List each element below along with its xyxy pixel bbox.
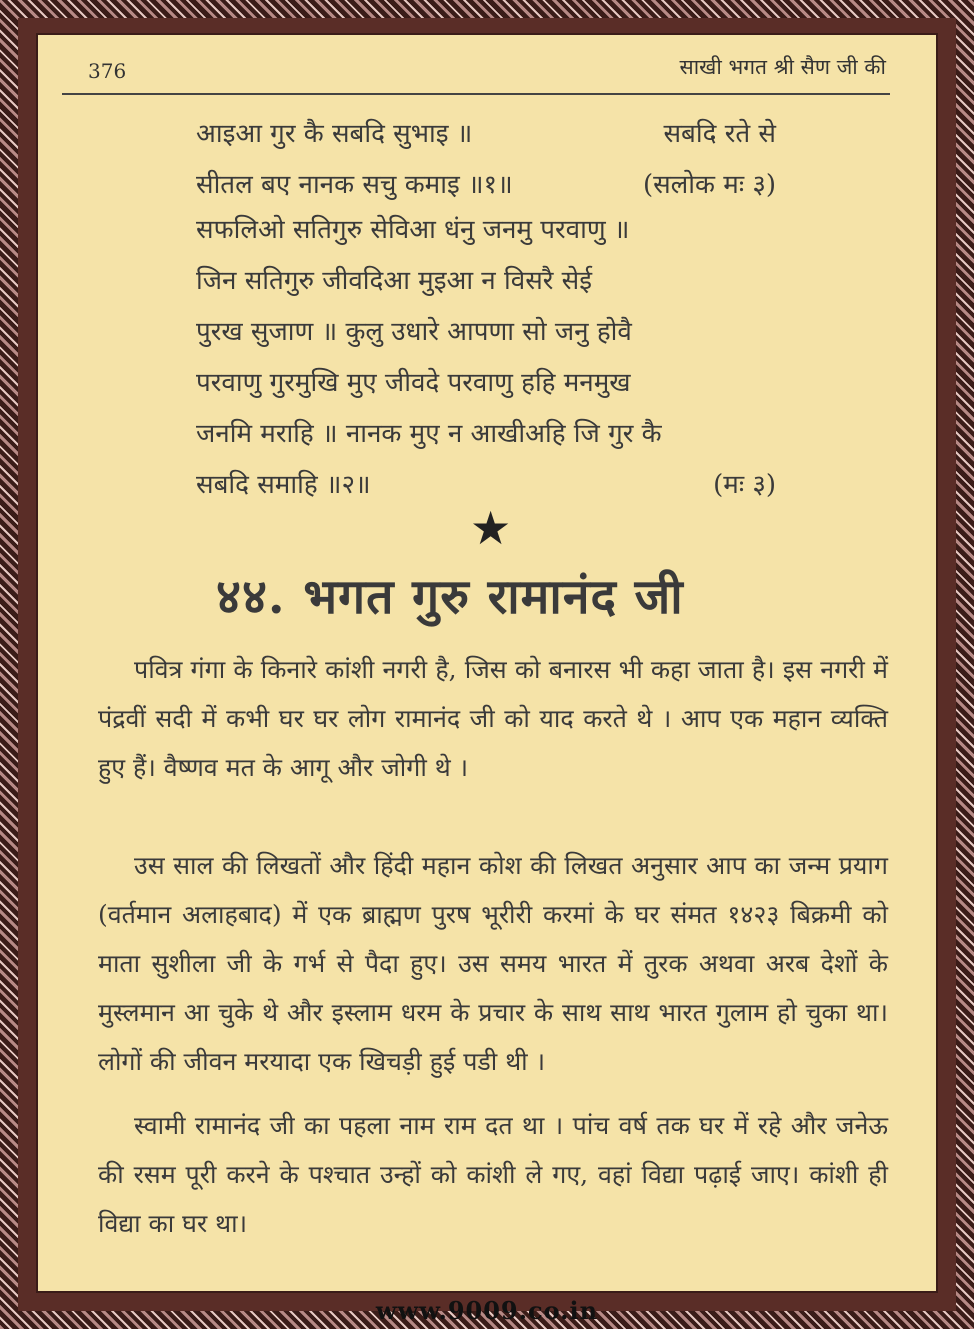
paragraph-1: पवित्र गंगा के किनारे कांशी नगरी है, जिस को बनारस भी कहा जाता है। इस नगरी में पंद्रवीं सदी में कभी घर घर लोग रामानंद जी को याद करते थे । आप एक महान व्यक्ति हुए हैं। वैष्णव मत के आगू और जोगी थे । xyxy=(98,655,888,782)
verse-text: पुरख सुजाण ॥ कुलु उधारे आपणा सो जनु होवै xyxy=(196,317,632,347)
paragraph-2: उस साल की लिखतों और हिंदी महान कोश की लिखत अनुसार आप का जन्म प्रयाग (वर्तमान अलाहबाद) में एक ब्राह्मण पुरष भूरीरी करमां के घर संमत १४२३ बिक्रमी को माता सुशीला जी के गर्भ से पैदा हुए। उस समय भारत में तुरक अथवा अरब देशों के मुस्लमान आ चुके थे और इस्लाम धरम के प्रचार के साथ साथ भारत गुलाम हो चुका था। लोगों की जीवन मरयादा एक खिचड़ी हुई पडी थी । xyxy=(98,851,888,1076)
verse-text: सीतल बए नानक सचु कमाइ ॥१॥ xyxy=(196,170,513,200)
header-rule xyxy=(62,93,890,95)
verse-reference: (सलोक मः ३) xyxy=(642,170,776,200)
verse-text: जनमि मराहि ॥ नानक मुए न आखीअहि जि गुर कै xyxy=(196,419,662,449)
running-title: साखी भगत श्री सैण जी की xyxy=(679,55,886,79)
book-page xyxy=(36,33,938,1293)
website-footer: www.9009.co.in xyxy=(375,1296,599,1325)
verse-line xyxy=(196,109,776,160)
verse-text: जिन सतिगुरु जीवदिआ मुइआ न विसरै सेई xyxy=(196,266,593,296)
verse-line xyxy=(196,307,776,358)
verse-line xyxy=(196,160,776,211)
verse-text: सफलिओ सतिगुरु सेविआ धंनु जनमु परवाणु ॥ xyxy=(196,215,630,245)
verse-line xyxy=(196,256,776,307)
verse-line xyxy=(196,205,776,256)
verse-text: आइआ गुर कै सबदि सुभाइ ॥ xyxy=(196,119,473,149)
verse-text: सबदि समाहि ॥२॥ xyxy=(196,470,371,500)
verse-block-2 xyxy=(196,205,776,511)
verse-reference: (मः ३) xyxy=(713,470,776,500)
paragraph-3: स्वामी रामानंद जी का पहला नाम राम दत था । पांच वर्ष तक घर में रहे और जनेऊ की रसम पूरी करने के पश्चात उन्हों को कांशी ले गए, वहां विद्या पढ़ाई जाए। कांशी ही विद्या का घर था। xyxy=(98,1111,888,1238)
chapter-title: ४४. भगत गुरु रामानंद जी xyxy=(216,569,684,625)
verse-line xyxy=(196,409,776,460)
verse-line xyxy=(196,358,776,409)
star-icon: ★ xyxy=(470,501,512,555)
page-number: 376 xyxy=(88,59,127,83)
verse-text: सबदि रते से xyxy=(663,119,776,149)
verse-text: परवाणु गुरमुखि मुए जीवदे परवाणु हहि मनमुख xyxy=(196,368,631,398)
verse-block-1 xyxy=(196,109,776,211)
